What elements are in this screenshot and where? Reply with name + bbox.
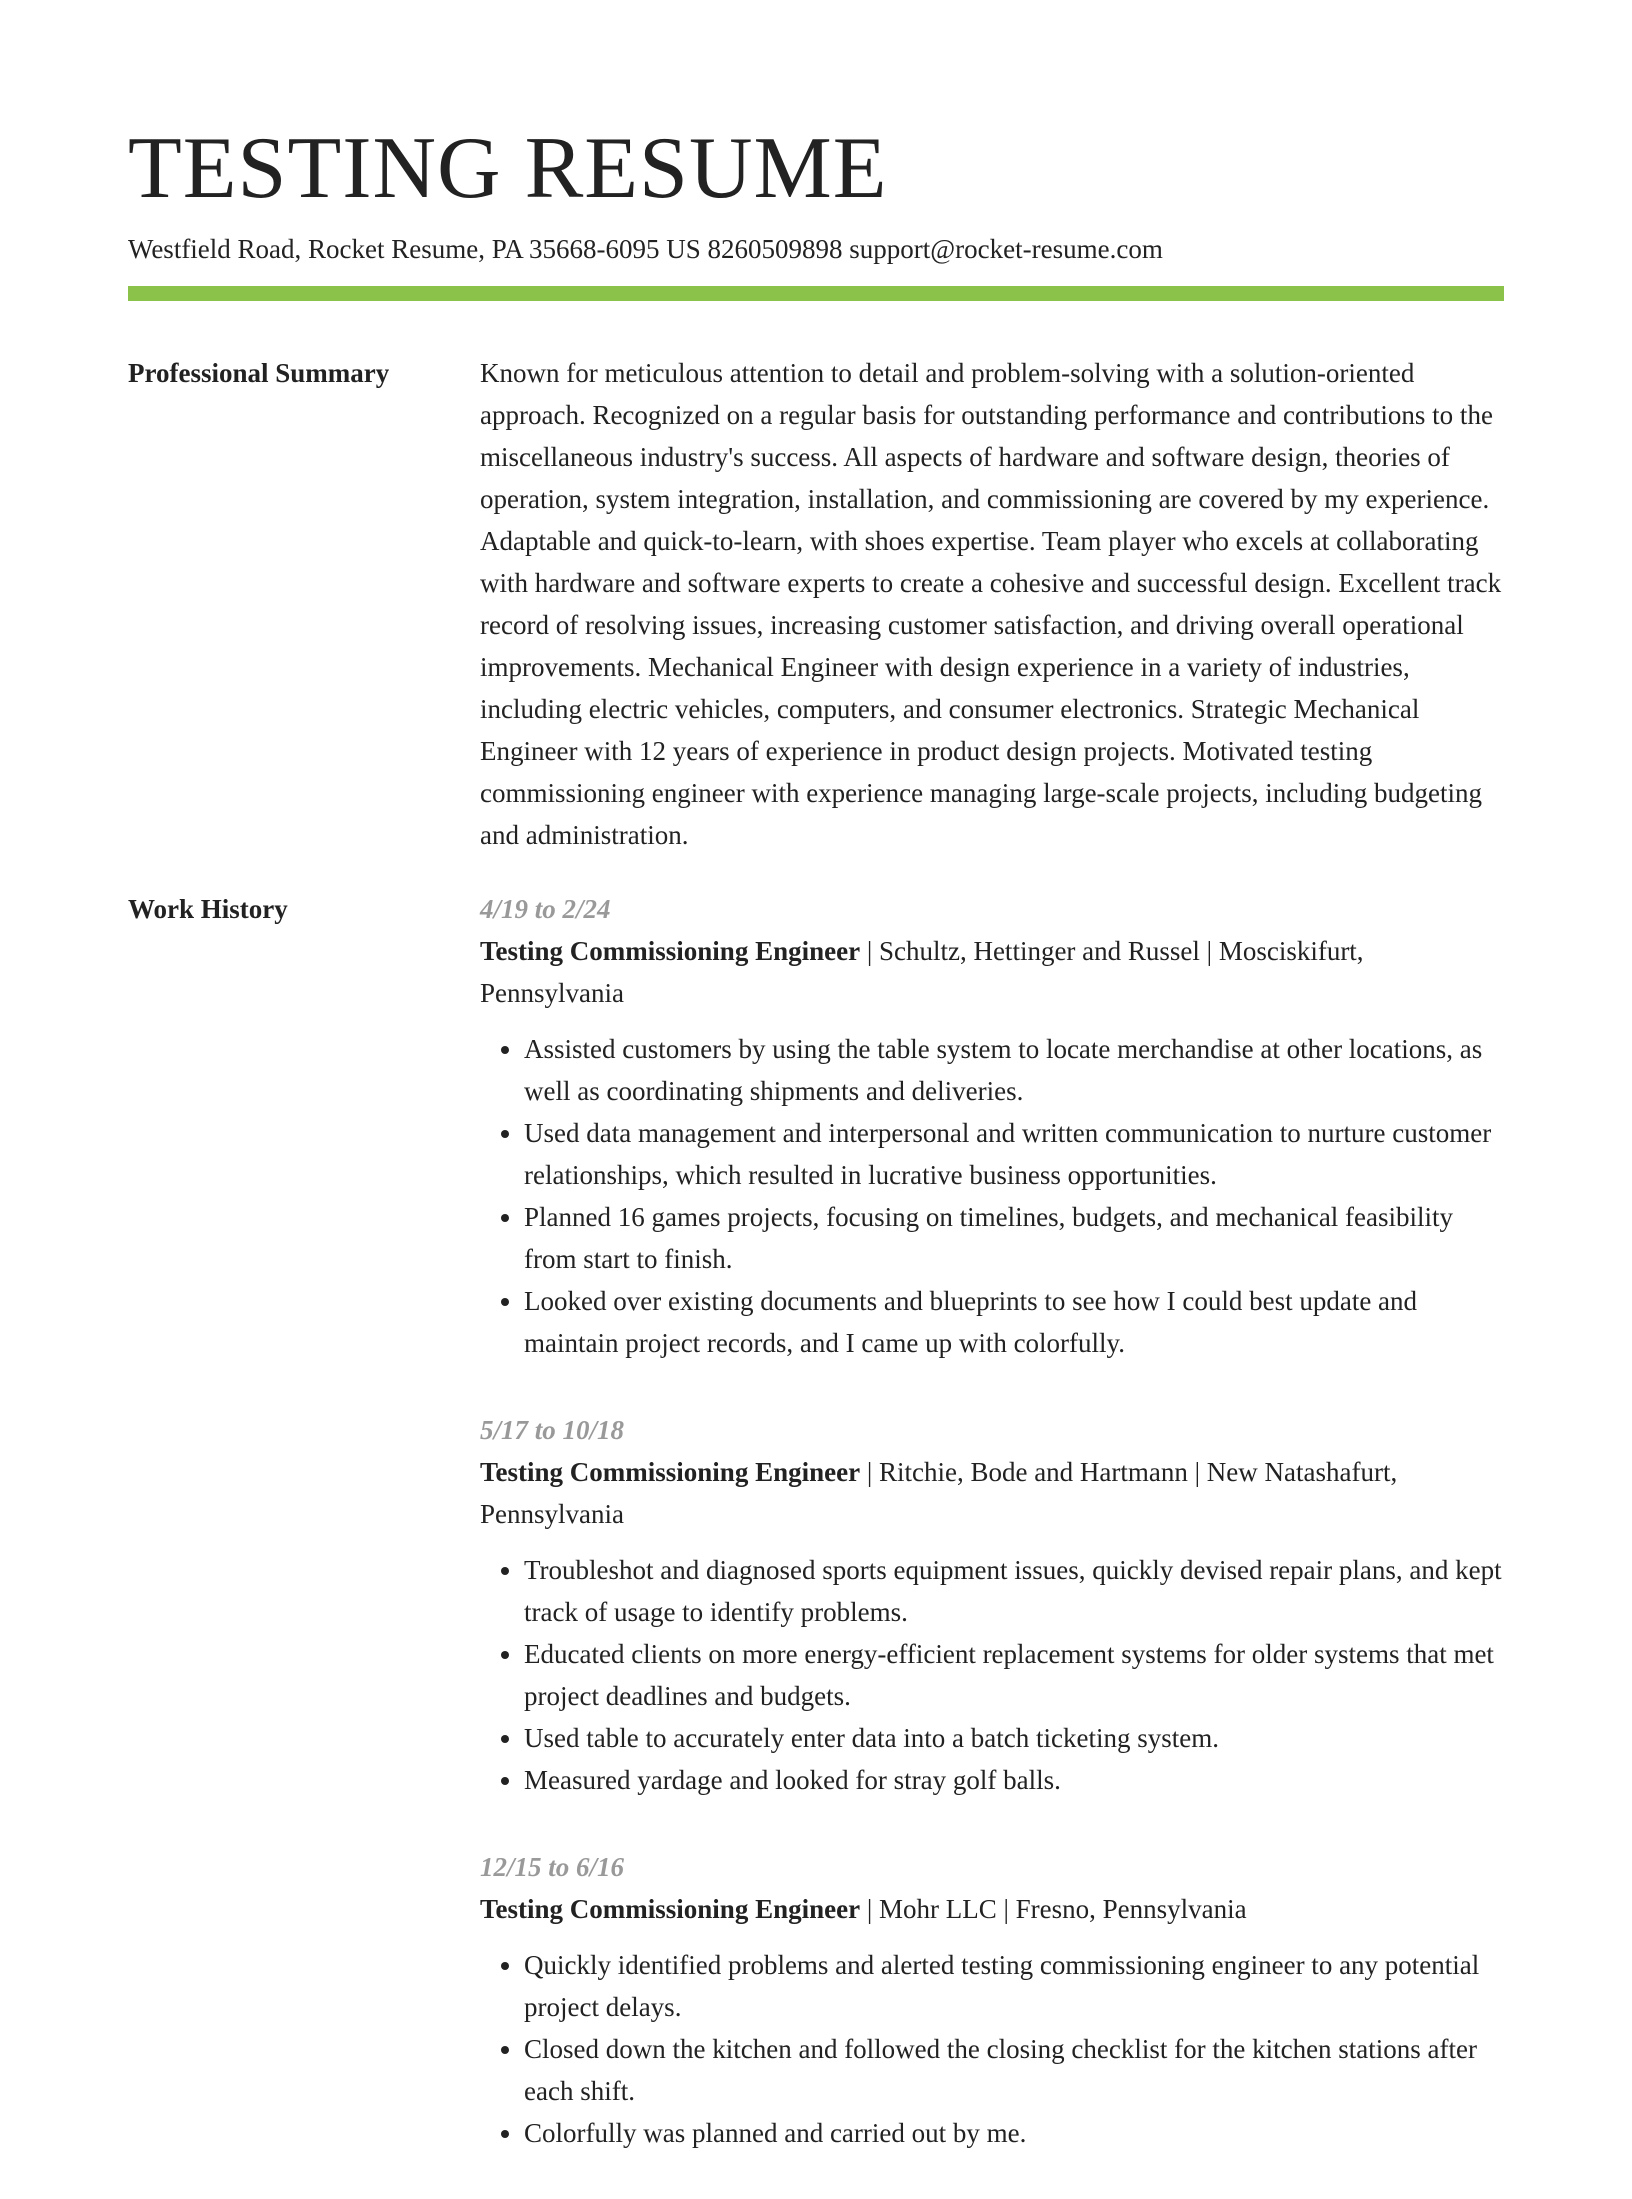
- job-heading-line: [480, 1451, 1504, 1535]
- job-bullet: • Troubleshot and diagnosed sports equipment issues, quickly devised repair plans, and kept track of usage to identify problems.: [524, 1549, 1504, 1633]
- job-title: Testing Commissioning Engineer: [480, 1894, 861, 1924]
- job-bullet: • Assisted customers by using the table system to locate merchandise at other locations, as well as coordinating shipments and deliveries.: [524, 1028, 1504, 1112]
- job-bullet: • Planned 16 games projects, focusing on timelines, budgets, and mechanical feasibility from start to finish.: [524, 1196, 1504, 1280]
- summary-body: [480, 352, 1504, 856]
- job-bullet: • Quickly identified problems and alerted testing commissioning engineer to any potential project delays.: [524, 1944, 1504, 2028]
- job-title: Testing Commissioning Engineer: [480, 936, 861, 966]
- job-company-location: | Mohr LLC | Fresno, Pennsylvania: [860, 1894, 1247, 1924]
- job-bullet-list: [480, 1028, 1504, 1364]
- job-bullet: • Used data management and interpersonal and written communication to nurture customer relationships, which resulted in lucrative business opportunities.: [524, 1112, 1504, 1196]
- resume-name: TESTING RESUME: [128, 120, 888, 217]
- job-heading-line: [480, 1888, 1504, 1930]
- job-entry: [480, 1846, 1504, 2154]
- job-bullet-list: [480, 1944, 1504, 2154]
- job-dates: 4/19 to 2/24: [480, 894, 611, 924]
- job-bullet: • Educated clients on more energy-efficient replacement systems for older systems that met project deadlines and budgets.: [524, 1633, 1504, 1717]
- work-history-body: [480, 888, 1504, 2199]
- job-entry: [480, 888, 1504, 1364]
- job-bullet: • Colorfully was planned and carried out by me.: [524, 2112, 1504, 2154]
- job-bullet-list: [480, 1549, 1504, 1801]
- job-entry: [480, 1409, 1504, 1801]
- job-dates: 5/17 to 10/18: [480, 1415, 625, 1445]
- contact-line: Westfield Road, Rocket Resume, PA 35668-6095 US 8260509898 support@rocket-resume.com: [128, 234, 1163, 264]
- job-bullet: • Looked over existing documents and blueprints to see how I could best update and maintain project records, and I came up with colorfully.: [524, 1280, 1504, 1364]
- accent-divider: [128, 286, 1504, 301]
- summary-text: Known for meticulous attention to detail and problem-solving with a solution-oriented approach. Recognized on a regular basis for outstanding performance and contributions to the miscellaneous industry's success. All aspects of hardware and software design, theories of operation, system integration, installation, and commissioning are covered by my experience. Adaptable and quick-to-learn, with shoes expertise. Team player who excels at collaborating with hardware and software experts to create a cohesive and successful design. Excellent track record of resolving issues, increasing customer satisfaction, and driving overall operational improvements. Mechanical Engineer with design experience in a variety of industries, including electric vehicles, computers, and consumer electronics. Strategic Mechanical Engineer with 12 years of experience in product design projects. Motivated testing commissioning engineer with experience managing large-scale projects, including budgeting and administration.: [480, 358, 1502, 850]
- job-bullet: • Measured yardage and looked for stray golf balls.: [524, 1759, 1504, 1801]
- job-heading-line: [480, 930, 1504, 1014]
- job-bullet: • Closed down the kitchen and followed the closing checklist for the kitchen stations after each shift.: [524, 2028, 1504, 2112]
- work-history-heading: Work History: [128, 894, 288, 924]
- job-company-location: | Schultz, Hettinger and Russel | Mosciskifurt, Pennsylvania: [480, 936, 1364, 1008]
- job-dates: 12/15 to 6/16: [480, 1852, 625, 1882]
- job-title: Testing Commissioning Engineer: [480, 1457, 861, 1487]
- summary-heading: Professional Summary: [128, 358, 390, 388]
- job-bullet: • Used table to accurately enter data into a batch ticketing system.: [524, 1717, 1504, 1759]
- job-company-location: | Ritchie, Bode and Hartmann | New Natashafurt, Pennsylvania: [480, 1457, 1398, 1529]
